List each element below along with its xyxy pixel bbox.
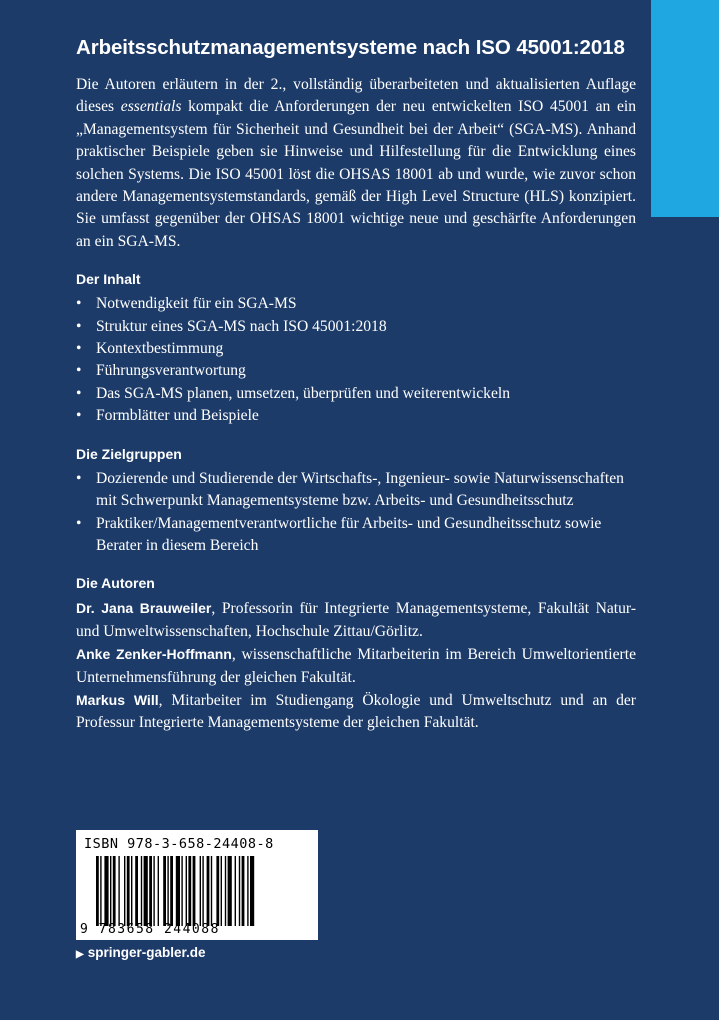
intro-italic: essentials (120, 98, 182, 116)
arrow-right-icon: ▶ (76, 949, 84, 960)
barcode-digits: 9 783658 244088 (80, 922, 220, 937)
publisher-link[interactable] (76, 945, 206, 960)
section-heading-autoren: Die Autoren (76, 575, 155, 592)
author-description: , Mitarbeiter im Studiengang Ökologie und Umweltschutz und an der Professur Integrierte Managementsysteme der gleichen Fakultät. (76, 691, 637, 732)
isbn-label: ISBN 978-3-658-24408-8 (84, 836, 274, 852)
section-heading-inhalt: Der Inhalt (76, 271, 141, 288)
list-item: • Formblätter und Beispiele (76, 405, 636, 427)
back-cover-content (76, 36, 636, 735)
list-item: • Das SGA-MS planen, umsetzen, überprüfen und weiterentwickeln (76, 383, 636, 405)
authors-section (76, 597, 636, 734)
section-heading-zielgruppen: Die Zielgruppen (76, 445, 182, 462)
list-item: • Dozierende und Studierende der Wirtschafts-, Ingenieur- sowie Naturwissenschaften mit Schwerpunkt Managementsysteme bzw. Arbeits- und Gesundheitsschutz (76, 468, 636, 513)
publisher-url: springer-gabler.de (87, 945, 206, 960)
accent-color-block (651, 0, 719, 217)
list-item: • Führungsverantwortung (76, 360, 636, 382)
author-name: Anke Zenker-Hoffmann (76, 646, 232, 663)
inhalt-list (76, 293, 636, 427)
page-title: Arbeitsschutzmanagementsysteme nach ISO 45001:2018 (76, 36, 625, 59)
author-description: , Professorin für Integrierte Managementsysteme, Fakultät Natur- und Umweltwissenschaften, Hochschule Zittau/Görlitz. (76, 600, 637, 640)
author-entry (76, 643, 636, 689)
zielgruppen-list (76, 468, 636, 558)
isbn-barcode (76, 830, 318, 940)
author-name: Markus Will (76, 691, 159, 708)
list-item: • Notwendigkeit für ein SGA-MS (76, 293, 636, 315)
intro-paragraph (76, 74, 636, 253)
author-entry (76, 689, 636, 735)
author-name: Dr. Jana Brauweiler (76, 600, 212, 617)
author-entry (76, 597, 636, 643)
list-item: • Kontextbestimmung (76, 338, 636, 360)
list-item: • Praktiker/Managementverantwortliche für Arbeits- und Gesundheitsschutz sowie Berater in diesem Bereich (76, 513, 636, 558)
barcode-bars-graphic (96, 856, 310, 926)
list-item: • Struktur eines SGA-MS nach ISO 45001:2018 (76, 316, 636, 338)
intro-text-1: Die Autoren erläutern in der 2., vollständig überarbeiteten und aktualisierten Auflage dieses (76, 76, 636, 116)
author-description: , wissenschaftliche Mitarbeiterin im Bereich Umweltorientierte Unternehmensführung der gleichen Fakultät. (76, 646, 636, 686)
intro-text-2: kompakt die Anforderungen der neu entwickelten ISO 45001 an ein „Managementsystem für Sicherheit und Gesundheit bei der Arbeit“ (SGA-MS). Anhand praktischer Beispiele geben sie Hinweise und Hilfestellung für die Entwicklung eines solchen Systems. Die ISO 45001 löst die OHSAS 18001 ab und wurde, wie zuvor schon andere Managementsystemstandards, gemäß der High Level Structure (HLS) konzipiert. Sie umfasst gegenüber der OHSAS 18001 wichtige neue und geschärfte Anforderungen an ein SGA-MS. (76, 98, 636, 250)
